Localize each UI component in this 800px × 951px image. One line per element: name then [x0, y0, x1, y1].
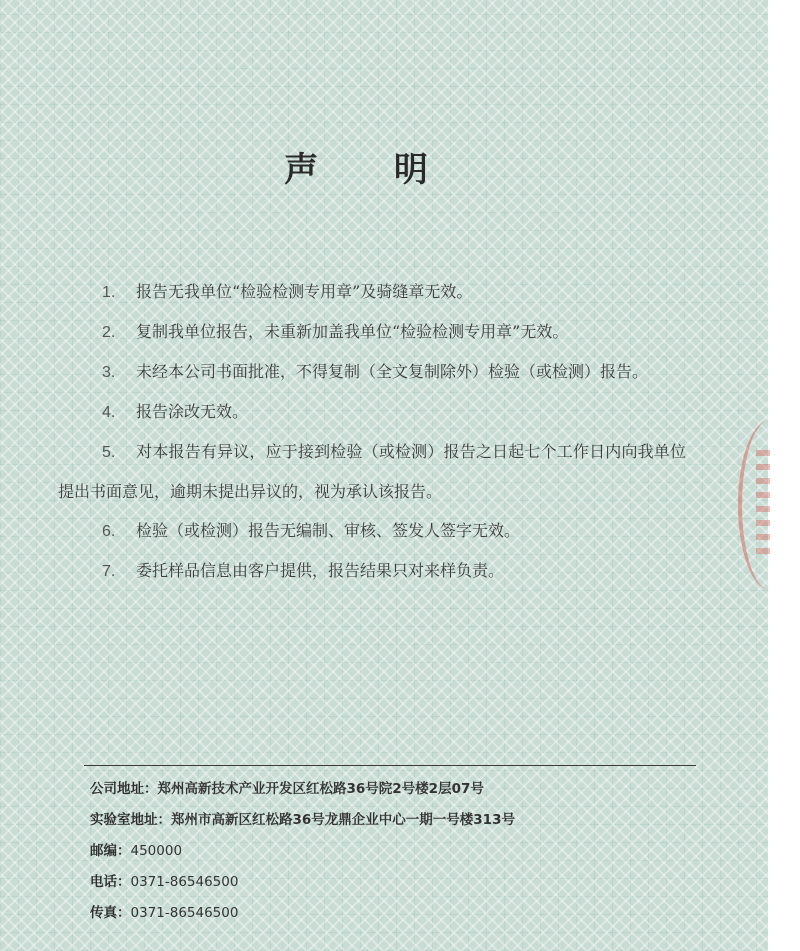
- clause-item: [58, 511, 686, 551]
- clause-number: 2.: [102, 324, 116, 341]
- clause-number: 1.: [102, 284, 116, 301]
- phone-label: 电话：: [90, 874, 131, 890]
- fax-value: 0371-86546500: [130, 905, 239, 921]
- contact-block: [90, 778, 515, 933]
- footer-divider: [84, 765, 696, 766]
- clause-item: [58, 392, 686, 432]
- fax-label: 传真：: [90, 905, 131, 921]
- clause-number: 5.: [102, 444, 116, 461]
- postcode-label: 邮编：: [90, 843, 131, 859]
- postcode-row: [90, 840, 515, 871]
- lab-address-row: [90, 809, 515, 840]
- clause-text: 对本报告有异议，应于接到检验（或检测）报告之日起七个工作日内向我单位提出书面意见，逾期未提出异议的，视为承认该报告。: [58, 442, 686, 501]
- clause-number: 7.: [102, 563, 116, 580]
- company-address-label: 公司地址：: [90, 781, 158, 797]
- clause-text: 报告涂改无效。: [136, 402, 249, 421]
- phone-value: 0371-86546500: [130, 874, 239, 890]
- fax-row: [90, 902, 515, 933]
- clause-item: [58, 432, 686, 511]
- clause-text: 报告无我单位“检验检测专用章”及骑缝章无效。: [136, 282, 473, 301]
- clause-number: 3.: [102, 364, 116, 381]
- phone-row: [90, 871, 515, 902]
- page-title: 声 明: [284, 150, 460, 190]
- clause-text: 检验（或检测）报告无编制、审核、签发人签字无效。: [136, 521, 521, 540]
- clause-text: 委托样品信息由客户提供，报告结果只对来样负责。: [136, 561, 505, 580]
- clause-list: [58, 272, 686, 591]
- clause-item: [58, 352, 686, 392]
- postcode-value: 450000: [130, 843, 183, 859]
- clause-number: 6.: [102, 523, 116, 540]
- lab-address-value: 郑州市高新区红松路36号龙鼎企业中心一期一号楼313号: [171, 812, 515, 828]
- lab-address-label: 实验室地址：: [90, 812, 171, 828]
- clause-item: [58, 312, 686, 352]
- company-address-row: [90, 778, 515, 809]
- company-address-value: 郑州高新技术产业开发区红松路36号院2号楼2层07号: [157, 781, 484, 797]
- clause-text: 复制我单位报告，未重新加盖我单位“检验检测专用章”无效。: [136, 322, 569, 341]
- seal-fragment-icon: [738, 420, 800, 590]
- clause-item: [58, 272, 686, 312]
- clause-number: 4.: [102, 404, 116, 421]
- clause-item: [58, 551, 686, 591]
- clause-text: 未经本公司书面批准，不得复制（全文复制除外）检验（或检测）报告。: [136, 362, 649, 381]
